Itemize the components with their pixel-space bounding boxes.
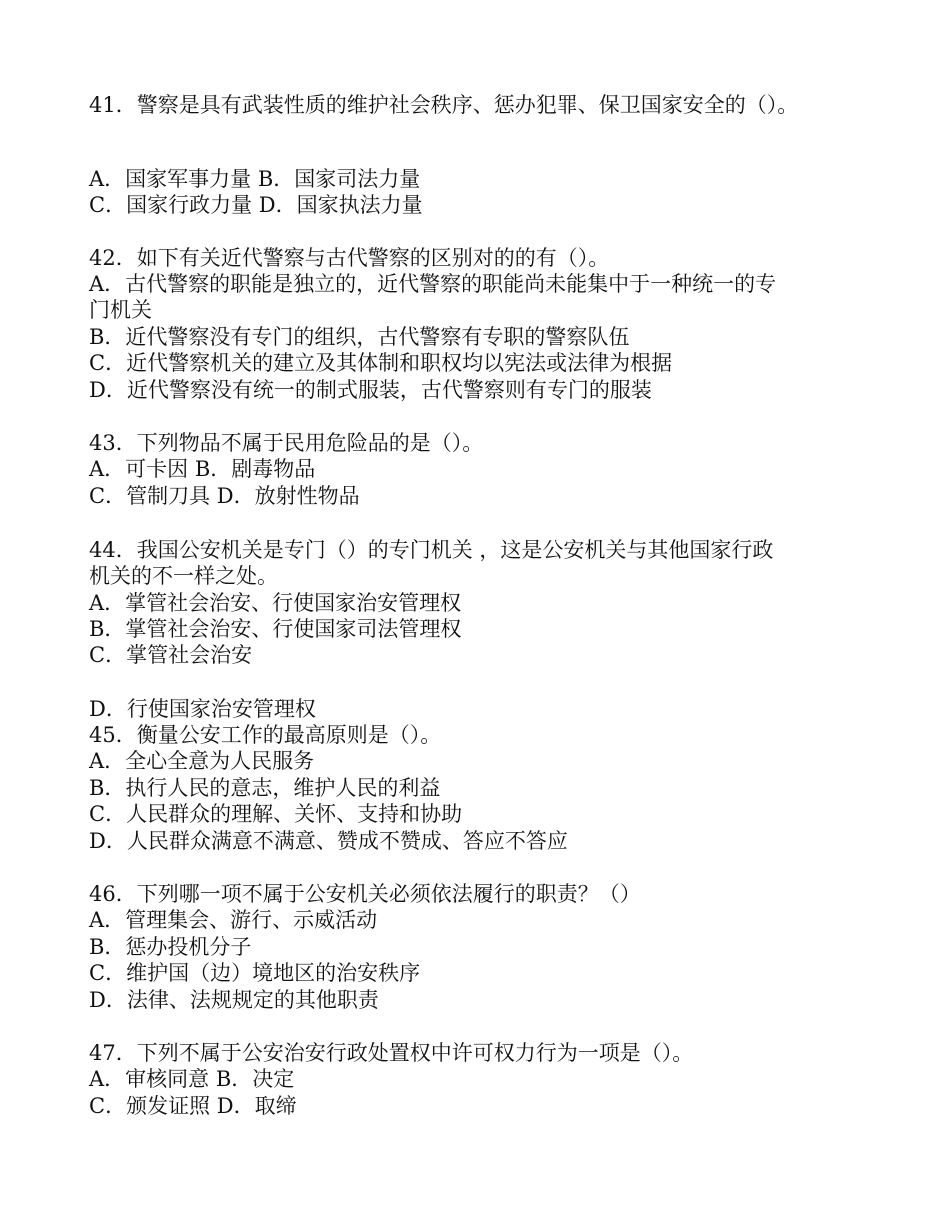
question-46-option-line: C．维护国（边）境地区的治安秩序 [89,961,421,985]
question-44-option-line: B．掌管社会治安、行使国家司法管理权 [89,617,462,641]
question-47-stem: 47．下列不属于公安治安行政处置权中许可权力行为一项是（）。 [89,1041,694,1065]
question-42-option-line: A．古代警察的职能是独立的，近代警察的职能尚未能集中于一种统一的专 [89,272,777,296]
question-44-option-line: A．掌管社会治安、行使国家治安管理权 [89,591,462,615]
question-41-option-line: A．国家军事力量 B．国家司法力量 [89,167,421,191]
question-41-option-line: C．国家行政力量 D．国家执法力量 [89,193,423,217]
question-45-option-line: C．人民群众的理解、关怀、支持和协助 [89,802,463,826]
question-45-option-line: B．执行人民的意志，维护人民的利益 [89,776,441,800]
question-47-option-line: C．颁发证照 D．取缔 [89,1094,297,1118]
question-45-option-line: A．全心全意为人民服务 [89,749,315,773]
question-44-stem: 机关的不一样之处。 [89,564,278,588]
question-43-option-line: A．可卡因 B．剧毒物品 [89,457,316,481]
question-42-option-line: C．近代警察机关的建立及其体制和职权均以宪法或法律为根据 [89,351,673,375]
question-43-stem: 43．下列物品不属于民用危险品的是（）。 [89,431,484,455]
question-46-option-line: B．惩办投机分子 [89,935,252,959]
question-44-option-line: D．行使国家治安管理权 [89,697,316,721]
question-46-stem: 46．下列哪一项不属于公安机关必须依法履行的职责？（） [89,882,641,906]
question-42-option-line: 门机关 [89,298,152,322]
question-47-option-line: A．审核同意 B．决定 [89,1067,295,1091]
question-44-stem: 44．我国公安机关是专门（）的专门机关 ，这是公安机关与其他国家行政 [89,538,774,562]
question-46-option-line: A．管理集会、游行、示威活动 [89,908,378,932]
question-45-option-line: D．人民群众满意不满意、赞成不赞成、答应不答应 [89,829,568,853]
question-42-option-line: D．近代警察没有统一的制式服装，古代警察则有专门的服装 [89,378,652,402]
question-46-option-line: D．法律、法规规定的其他职责 [89,988,379,1012]
question-41-stem: 41．警察是具有武装性质的维护社会秩序、惩办犯罪、保卫国家安全的（）。 [89,93,799,117]
question-45-stem: 45．衡量公安工作的最高原则是（）。 [89,723,442,747]
question-42-stem: 42．如下有关近代警察与古代警察的区别对的的有（）。 [89,246,610,270]
question-43-option-line: C．管制刀具 D．放射性物品 [89,484,360,508]
question-44-option-line: C．掌管社会治安 [89,643,253,667]
question-42-option-line: B．近代警察没有专门的组织，古代警察有专职的警察队伍 [89,325,630,349]
